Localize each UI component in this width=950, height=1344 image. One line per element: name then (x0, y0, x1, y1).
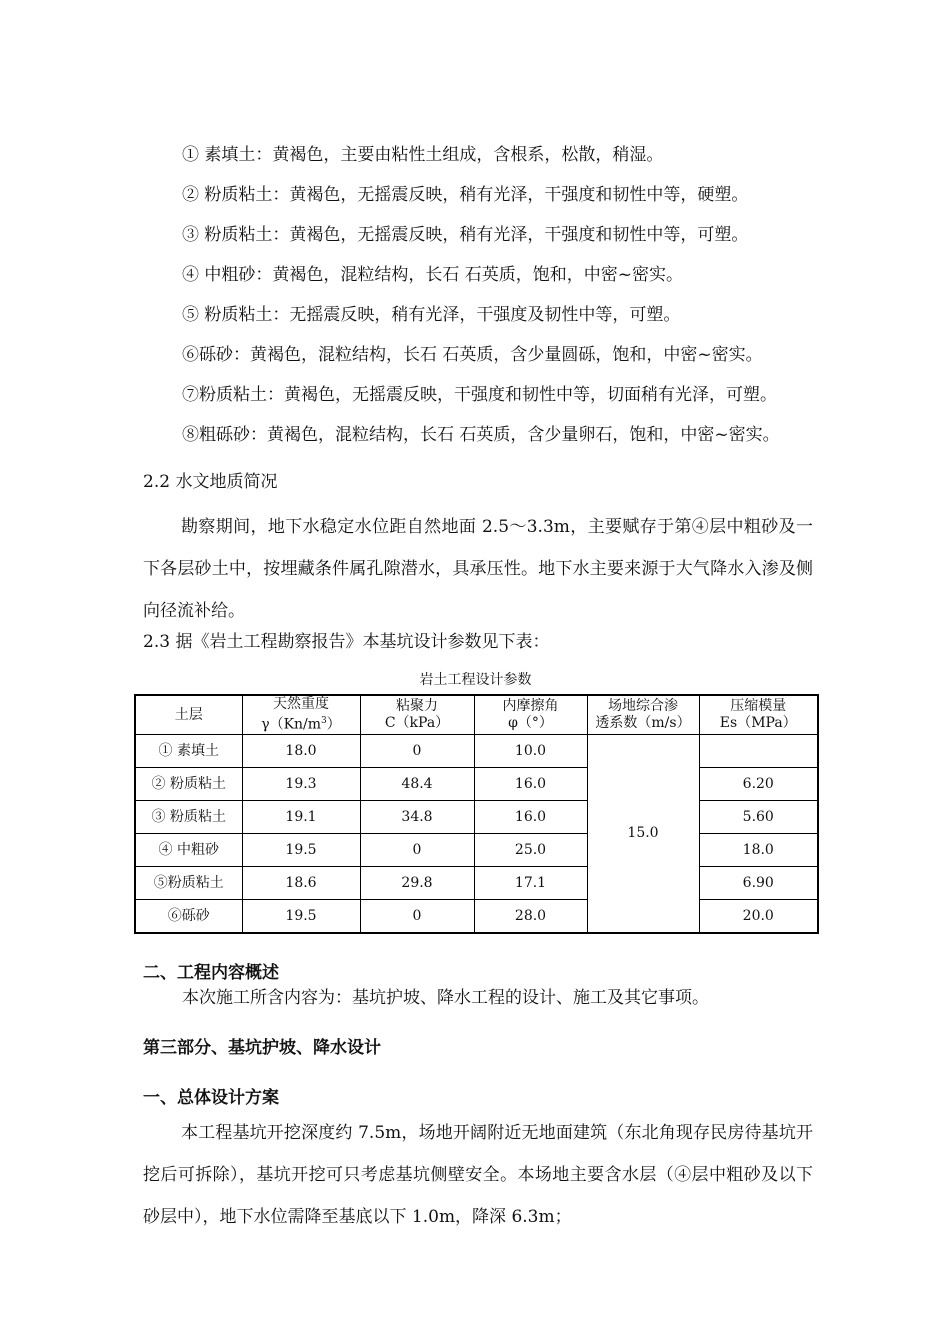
table-row (135, 735, 818, 768)
hydrogeology-heading: 2.2 水文地质简况 (143, 472, 278, 492)
cell-cohesion: 0 (360, 834, 474, 867)
cell-modulus (699, 735, 818, 768)
cell-cohesion: 0 (360, 900, 474, 934)
header-cohesion (360, 695, 474, 735)
cell-permeability: 15.0 (587, 735, 699, 934)
soil-layer-item: ① 素填土：黄褐色，主要由粘性土组成，含根系，松散，稍湿。 (182, 145, 664, 165)
cell-density: 18.6 (242, 867, 360, 900)
cell-friction: 16.0 (474, 801, 587, 834)
table-row (135, 900, 818, 934)
table-caption: 岩土工程设计参数 (419, 672, 532, 688)
section-two-heading: 二、工程内容概述 (143, 963, 279, 983)
header-friction-line1: 内摩擦角 (502, 698, 559, 714)
section-one-heading: 一、总体设计方案 (143, 1088, 279, 1108)
cell-density: 18.0 (242, 735, 360, 768)
cell-layer: ② 粉质粘土 (135, 768, 242, 801)
header-density-line1: 天然重度 (273, 696, 329, 713)
soil-layer-item: ⑤ 粉质粘土：无摇震反映，稍有光泽，干强度及韧性中等，可塑。 (182, 305, 681, 325)
soil-layer-item: ③ 粉质粘土：黄褐色，无摇震反映，稍有光泽，干强度和韧性中等，可塑。 (182, 225, 749, 245)
cell-layer: ⑥砾砂 (135, 900, 242, 934)
cell-layer: ④ 中粗砂 (135, 834, 242, 867)
cell-friction: 10.0 (474, 735, 587, 768)
cell-modulus: 6.20 (699, 768, 818, 801)
cell-friction: 28.0 (474, 900, 587, 934)
cell-cohesion: 29.8 (360, 867, 474, 900)
soil-layer-item: ② 粉质粘土：黄褐色，无摇震反映，稍有光泽，干强度和韧性中等，硬塑。 (182, 185, 749, 205)
soil-layer-item: ⑦粉质粘土：黄褐色，无摇震反映，干强度和韧性中等，切面稍有光泽，可塑。 (182, 385, 777, 405)
cell-layer: ⑤粉质粘土 (135, 867, 242, 900)
cell-modulus: 5.60 (699, 801, 818, 834)
header-modulus-line1: 压缩模量 (730, 698, 787, 714)
cell-friction: 25.0 (474, 834, 587, 867)
header-layer-text: 土层 (174, 706, 203, 723)
header-density-line2: γ（Kn/m (261, 716, 322, 733)
cell-density: 19.5 (242, 900, 360, 934)
cell-cohesion: 0 (360, 735, 474, 768)
table-row (135, 801, 818, 834)
header-layer (135, 695, 242, 735)
header-permeability-line1: 场地综合渗 (608, 698, 678, 714)
part-three-heading: 第三部分、基坑护坡、降水设计 (143, 1038, 381, 1058)
table-row (135, 834, 818, 867)
table-header-row (135, 695, 818, 735)
cell-cohesion: 48.4 (360, 768, 474, 801)
header-density-sup: 3 (321, 716, 327, 727)
header-friction (474, 695, 587, 735)
cell-friction: 17.1 (474, 867, 587, 900)
cell-layer: ① 素填土 (135, 735, 242, 768)
cell-cohesion: 34.8 (360, 801, 474, 834)
cell-modulus: 6.90 (699, 867, 818, 900)
header-density (242, 695, 360, 735)
cell-layer: ③ 粉质粘土 (135, 801, 242, 834)
table-row (135, 867, 818, 900)
soil-layer-list (182, 135, 832, 455)
header-cohesion-line1: 粘聚力 (396, 698, 438, 714)
table-row (135, 768, 818, 801)
hydrogeology-paragraph: 勘察期间，地下水稳定水位距自然地面 2.5～3.3m，主要赋存于第④层中粗砂及一下各层砂土中，按埋藏条件属孔隙潜水，具承压性。地下水主要来源于大气降水入渗及侧向径流补给。 (143, 517, 814, 621)
design-params-heading: 2.3 据《岩土工程勘察报告》本基坑设计参数见下表： (143, 632, 550, 652)
soil-layer-item: ⑧粗砾砂：黄褐色，混粒结构，长石 石英质，含少量卵石，饱和，中密~密实。 (182, 425, 780, 445)
cell-modulus: 18.0 (699, 834, 818, 867)
header-friction-line2: φ（°） (508, 715, 553, 731)
cell-density: 19.3 (242, 768, 360, 801)
cell-modulus: 20.0 (699, 900, 818, 934)
header-cohesion-line2: C（kPa） (384, 715, 450, 731)
cell-density: 19.1 (242, 801, 360, 834)
cell-friction: 16.0 (474, 768, 587, 801)
cell-density: 19.5 (242, 834, 360, 867)
header-modulus-line2: Es（MPa） (719, 715, 797, 731)
header-density-line2-end: ） (326, 716, 341, 733)
header-permeability-line2: 透系数（m/s） (595, 715, 691, 731)
header-modulus (699, 695, 818, 735)
geotech-params-table (134, 694, 819, 934)
section-two-paragraph: 本次施工所含内容为：基坑护坡、降水工程的设计、施工及其它事项。 (182, 988, 709, 1008)
soil-layer-item: ④ 中粗砂：黄褐色，混粒结构，长石 石英质，饱和，中密~密实。 (182, 265, 684, 285)
soil-layer-item: ⑥砾砂：黄褐色，混粒结构，长石 石英质，含少量圆砾，饱和，中密~密实。 (182, 345, 763, 365)
header-permeability (587, 695, 699, 735)
section-one-paragraph: 本工程基坑开挖深度约 7.5m，场地开阔附近无地面建筑（东北角现存民房待基坑开挖后可拆除），基坑开挖可只考虑基坑侧壁安全。本场地主要含水层（④层中粗砂及以下砂层中），地下水位需降至基底以下 1.0m，降深 6.3m； (143, 1123, 813, 1227)
